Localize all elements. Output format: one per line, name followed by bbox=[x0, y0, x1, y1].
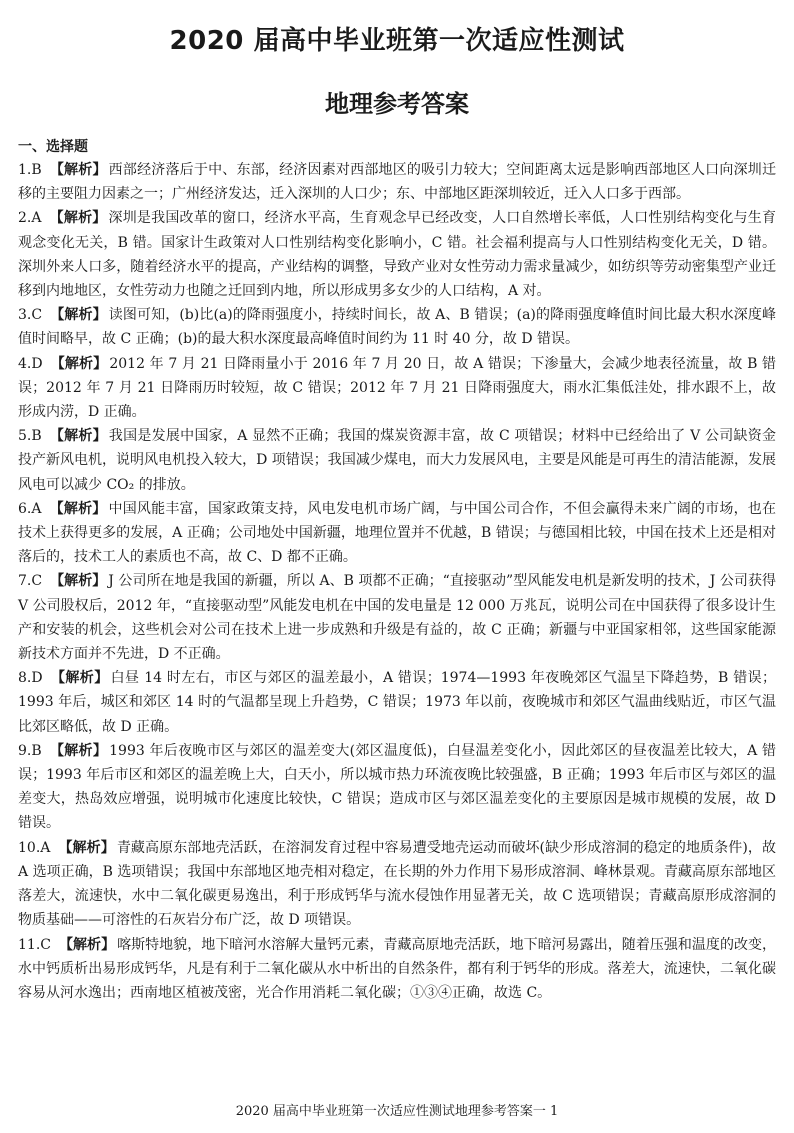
answer-number: 6.A bbox=[18, 500, 42, 517]
answer-explanation: 1993 年后夜晚市区与郊区的温差变大(郊区温度低)，白昼温差变化小，因此郊区的昼夜温差比较大，A 错误；1993 年后市区和郊区的温差晚上大，白天小，所以城市热力环流夜晚比较强盛，B 正确；1993 年后市区与郊区的温差变大，热岛效应增强，说明城市化速度比较快，C 错误；造成市区与郊区温差变化的主要原因是城市规模的发展，故 D 错误。 bbox=[18, 742, 777, 832]
answer-item bbox=[18, 424, 776, 497]
answer-explanation: 白昼 14 时左右，市区与郊区的温差最小，A 错误；1974—1993 年夜晚郊区气温呈下降趋势，B 错误；1993 年后，城区和郊区 14 时的气温都呈现上升趋势，C 错误；1973 年以前，夜晚城市和郊区气温曲线贴近，市区气温比郊区略低，故 D 正确。 bbox=[18, 670, 776, 735]
page-footer: 2020 届高中毕业班第一次适应性测试地理参考答案一 1 bbox=[235, 1104, 559, 1119]
analysis-tag: 【解析】 bbox=[50, 307, 107, 324]
answer-explanation: 喀斯特地貌，地下暗河水溶解大量钙元素，青藏高原地壳活跃，地下暗河易露出，随着压强和温度的改变，水中钙质析出易形成钙华，凡是有利于二氧化碳从水中析出的自然条件，都有利于钙华的形成。落差大，流速快，二氧化碳容易从河水逸出；西南地区植被茂密，光合作用消耗二氧化碳；①③④正确，故选 C。 bbox=[18, 936, 777, 1001]
answer-item bbox=[18, 303, 776, 351]
answer-number: 11.C bbox=[18, 936, 51, 953]
analysis-tag: 【解析】 bbox=[49, 428, 107, 445]
answer-number: 8.D bbox=[18, 670, 43, 687]
analysis-tag: 【解析】 bbox=[50, 670, 109, 687]
analysis-tag: 【解析】 bbox=[50, 355, 108, 372]
answer-item bbox=[18, 933, 776, 1006]
answer-number: 7.C bbox=[18, 573, 43, 590]
answer-item bbox=[18, 569, 776, 666]
analysis-tag: 【解析】 bbox=[58, 839, 115, 856]
document-subtitle: 地理参考答案 bbox=[325, 90, 469, 118]
answer-explanation: 中国风能丰富，国家政策支持，风电发电机市场广阔，与中国公司合作，不但会赢得未来广阔的市场，也在技术上获得更多的发展，A 正确；公司地处中国新疆，地理位置并不优越，B 错误；与德国相比较，中国在技术上还是相对落后的，技术工人的素质也不高，故 C、D 都不正确。 bbox=[18, 500, 777, 566]
answer-explanation: 西部经济落后于中、东部，经济因素对西部地区的吸引力较大；空间距离太远是影响西部地区人口向深圳迁移的主要阻力因素之一；广州经济发达，迁入深圳的人口少；东、中部地区距深圳较近，迁入人口多于西部。 bbox=[18, 162, 776, 203]
answer-item bbox=[18, 836, 776, 933]
analysis-tag: 【解析】 bbox=[50, 573, 107, 590]
answer-explanation: 2012 年 7 月 21 日降雨量小于 2016 年 7 月 20 日，故 A 错误；下渗量大，会减少地表径流量，故 B 错误；2012 年 7 月 21 日降雨历时较短，故 C 错误；2012 年 7 月 21 日降雨强度大，雨水汇集低洼处，排水跟不上，故形成内涝，D 正确。 bbox=[18, 355, 777, 421]
answer-number: 5.B bbox=[18, 428, 42, 445]
answer-number: 3.C bbox=[18, 307, 43, 324]
answer-number: 9.B bbox=[18, 742, 42, 759]
answer-item bbox=[18, 739, 776, 836]
answer-item bbox=[18, 497, 776, 570]
answer-explanation: 我国是发展中国家，A 显然不正确；我国的煤炭资源丰富，故 C 项错误；材料中已经给出了 V 公司缺资金投产新风电机，说明风电机投入较大，D 项错误；我国减少煤电，而大力发展风电，主要是风能是可再生的清洁能源，发展风电可以减少 CO₂ 的排放。 bbox=[18, 428, 776, 493]
answer-explanation: 深圳是我国改革的窗口，经济水平高，生育观念早已经改变，人口自然增长率低，人口性别结构变化与生育观念变化无关，B 错。国家计生政策对人口性别结构变化影响小，C 错。社会福利提高与人口性别结构变化无关，D 错。深圳外来人口多，随着经济水平的提高，产业结构的调整，导致产业对女性劳动力需求量减少，如纺织等劳动密集型产业迁移到内地地区，女性劳动力也随之迁回到内地，所以形成男多女少的人口结构，A 对。 bbox=[18, 210, 777, 300]
answer-number: 2.A bbox=[18, 210, 42, 227]
analysis-tag: 【解析】 bbox=[49, 162, 107, 178]
document-title: 2020 届高中毕业班第一次适应性测试 bbox=[169, 26, 625, 56]
answer-list bbox=[18, 158, 776, 1005]
answer-explanation: 读图可知，(b)比(a)的降雨强度小，持续时间长，故 A、B 错误；(a)的降雨强度峰值时间比最大积水深度峰值时间略早，故 C 正确；(b)的最大积水深度最高峰值时间约为 11 时 40 分，故 D 错误。 bbox=[18, 307, 776, 348]
answer-number: 1.B bbox=[18, 162, 42, 178]
answer-explanation: 青藏高原东部地壳活跃，在溶洞发育过程中容易遭受地壳运动而破坏(缺少形成溶洞的稳定的地质条件)，故 A 选项正确，B 选项错误；我国中东部地区地壳相对稳定，在长期的外力作用下易形成溶洞、峰林景观。青藏高原东部地区落差大，流速快，水中二氧化碳更易逸出，利于形成钙华与流水侵蚀作用显著无关，故 C 选项错误；青藏高原形成溶洞的物质基础——可溶性的石灰岩分布广泛，故 D 项错误。 bbox=[18, 839, 777, 929]
answer-explanation: J 公司所在地是我国的新疆，所以 A、B 项都不正确；“直接驱动”型风能发电机是新发明的技术，J 公司获得 V 公司股权后，2012 年，“直接驱动型”风能发电机在中国的发电量是 12 000 万兆瓦，说明公司在中国获得了很多设计生产和安装的机会，这些机会对公司在技术上进一步成熟和升级是有益的，故 C 正确；新疆与中亚国家相邻，这些国家能源新技术方面并不先进，D 不正确。 bbox=[18, 573, 776, 663]
answer-item bbox=[18, 206, 776, 303]
answer-item bbox=[18, 666, 776, 739]
answer-number: 10.A bbox=[18, 839, 51, 856]
analysis-tag: 【解析】 bbox=[49, 210, 107, 227]
analysis-tag: 【解析】 bbox=[49, 742, 108, 759]
answer-item bbox=[18, 158, 776, 206]
analysis-tag: 【解析】 bbox=[49, 500, 107, 517]
answer-number: 4.D bbox=[18, 355, 43, 372]
answer-item bbox=[18, 352, 776, 425]
section-heading: 一、选择题 bbox=[18, 139, 88, 155]
analysis-tag: 【解析】 bbox=[58, 936, 116, 953]
